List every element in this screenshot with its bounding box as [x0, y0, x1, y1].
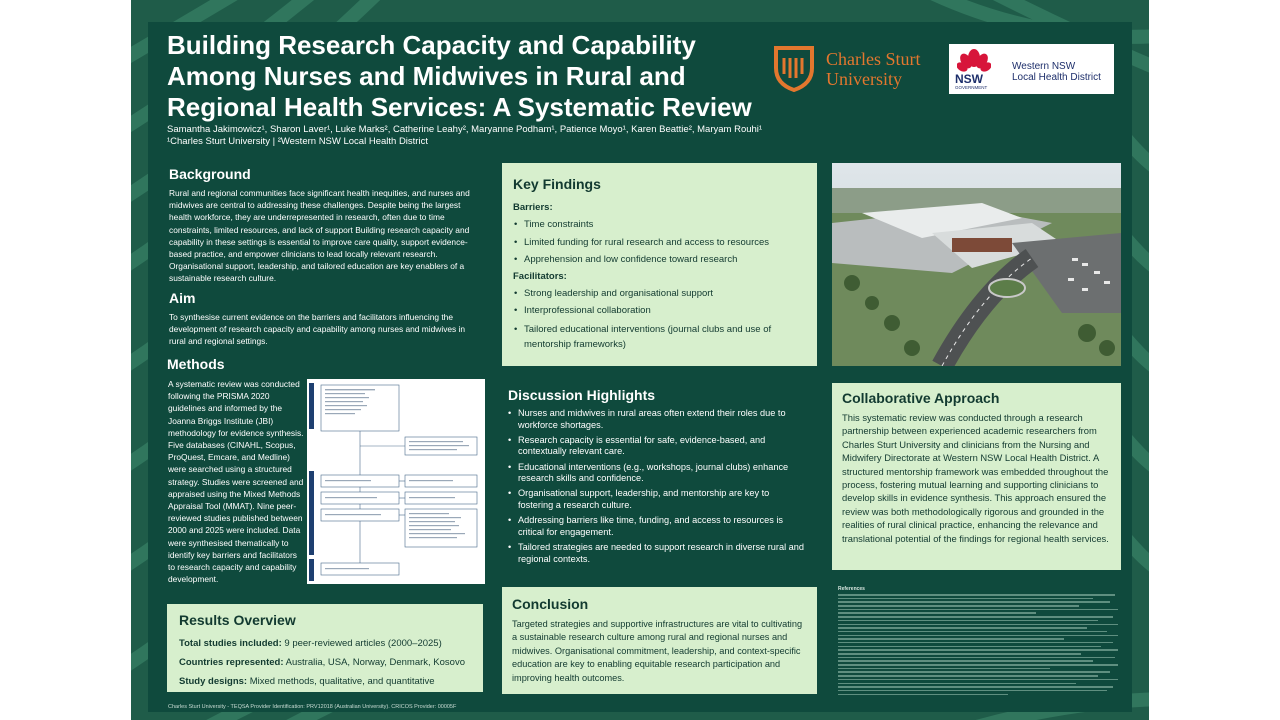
references-heading: References — [838, 586, 865, 592]
aim-text: To synthesise current evidence on the barriers and facilitators influencing the development of research capacity and capability among nurses and midwives in rural and regional settings. — [169, 312, 466, 347]
prisma-diagram-drawing — [307, 379, 485, 584]
csu-logo-line1: Charles Sturt — [826, 49, 921, 69]
poster-footer: Charles Sturt University - TEQSA Provider Identification: PRV12018 (Australian University). CRICOS Provider: 00005F — [168, 704, 457, 710]
discussion-list — [507, 408, 807, 569]
discussion-item: • Research capacity is essential for safe, evidence-based, and contextually relevant care. — [507, 435, 807, 458]
discussion-item: • Organisational support, leadership, and mentorship are key to fostering a research culture. — [507, 488, 807, 511]
authors-line: Samantha Jakimowicz¹, Sharon Laver¹, Luke Marks², Catherine Leahy², Maryanne Podham¹, Patience Moyo¹, Karen Beattie², Maryam Rouhi¹ — [167, 124, 763, 135]
facilitator-item: • Interprofessional collaboration — [513, 302, 809, 320]
references-block — [838, 586, 1121, 714]
results-heading: Results Overview — [179, 612, 296, 628]
collaborative-approach-panel — [832, 383, 1121, 570]
results-row — [179, 653, 479, 672]
facilitator-item: • Tailored educational interventions (journal clubs and use of mentorship frameworks) — [513, 322, 809, 352]
key-findings-list — [513, 202, 809, 352]
nsw-government-text: GOVERNMENT — [955, 85, 988, 90]
collaborative-heading: Collaborative Approach — [842, 390, 1000, 406]
results-row-label: Countries represented: — [179, 657, 284, 668]
results-list — [179, 634, 479, 691]
background-heading: Background — [169, 166, 251, 182]
results-row-value: Mixed methods, qualitative, and quantitative — [249, 676, 435, 687]
author-block — [167, 124, 807, 148]
conclusion-heading: Conclusion — [512, 596, 589, 612]
facilitator-item: • Strong leadership and organisational support — [513, 285, 809, 303]
prisma-flow-diagram — [307, 379, 485, 584]
barrier-item: • Apprehension and low confidence toward research — [513, 251, 809, 269]
background-text: Rural and regional communities face significant health inequities, and nurses and midwives are central to addressing these challenges. Despite being the largest health workforce, they are underrepresented in research, often due to time constraints, limited resources, and lack of support Building research capacity and capability in these settings is essential to improve care quality, support evidence-based practice, and empower clinicians to lead locally relevant research. Organisational support, leadership, and tailored education are key enablers of a sustainable research culture. — [169, 188, 470, 284]
results-row — [179, 672, 479, 691]
methods-heading: Methods — [167, 356, 225, 372]
discussion-item: • Educational interventions (e.g., workshops, journal clubs) enhance research skills and confidence. — [507, 462, 807, 485]
poster-title: Building Research Capacity and Capability Among Nurses and Midwives in Rural and Regional Health Services: A Systematic Review — [167, 30, 752, 122]
nsw-wordmark: NSW — [955, 72, 983, 86]
affiliations-line: ¹Charles Sturt University | ²Western NSW Local Health District — [167, 136, 428, 147]
facilitators-label: Facilitators: — [513, 270, 567, 282]
discussion-item: • Nurses and midwives in rural areas often extend their roles due to workforce shortages. — [507, 408, 807, 431]
reference-lines — [838, 594, 1121, 695]
conclusion-text: Targeted strategies and supportive infrastructures are vital to cultivating a sustainable research culture among rural and regional nurses and midwives. Organisational commitment, leadership, and context-specific education are key to enabling equitable research participation and improving health outcomes. — [512, 619, 803, 683]
results-row-value: 9 peer-reviewed articles (2000–2025) — [284, 638, 442, 649]
collaborative-text: This systematic review was conducted through a research partnership between experienced academic researchers from Charles Sturt University and clinicians from the Nursing and Midwifery Directorate at Western NSW Local Health District. A structured mentorship framework was embedded throughout the process, fostering mutual learning and supporting clinicians to develop skills in evidence synthesis. This approach ensured the review was both methodologically rigorous and grounded in the realities of rural clinical practice, enhancing the relevance and translational potential of the findings for regional health services. — [842, 412, 1109, 544]
key-findings-panel — [502, 163, 817, 366]
results-row — [179, 634, 479, 653]
barrier-item: • Time constraints — [513, 216, 809, 234]
hospital-photo-image — [832, 163, 1121, 366]
results-row-label: Study designs: — [179, 676, 248, 687]
lhd-logo-text — [1012, 61, 1101, 83]
discussion-item: • Tailored strategies are needed to support research in diverse rural and regional contexts. — [507, 542, 807, 565]
csu-logo-text — [826, 49, 921, 89]
aim-heading: Aim — [169, 290, 196, 306]
csu-logo-line2: University — [826, 69, 902, 89]
lhd-line2: Local Health District — [1012, 72, 1101, 83]
discussion-heading: Discussion Highlights — [508, 387, 656, 403]
barriers-label: Barriers: — [513, 202, 553, 213]
csu-shield-icon — [772, 44, 816, 92]
methods-text: A systematic review was conducted following the PRISMA 2020 guidelines and informed by the Joanna Briggs Institute (JBI) methodology for evidence synthesis. Five databases (CINAHL, Scopus, ProQuest, Emcare, and Medline) were searched using a structured strategy. Studies were screened and appraised using the Mixed Methods Appraisal Tool (MMAT). Nine peer-reviewed studies published between 2000 and 2025 were included. Data were synthesised thematically to identify key barriers and facilitators to research capacity and capability development. — [168, 379, 304, 585]
conclusion-panel — [502, 587, 817, 694]
hospital-aerial-photo — [832, 163, 1121, 366]
results-row-label: Total studies included: — [179, 638, 282, 649]
lhd-line1: Western NSW — [1012, 61, 1076, 72]
key-findings-heading: Key Findings — [513, 176, 601, 192]
barrier-item: • Limited funding for rural research and access to resources — [513, 234, 809, 252]
discussion-item: • Addressing barriers like time, funding, and access to resources is critical for engagement. — [507, 515, 807, 538]
results-overview-panel — [167, 604, 483, 692]
results-row-value: Australia, USA, Norway, Denmark, Kosovo — [285, 657, 465, 668]
